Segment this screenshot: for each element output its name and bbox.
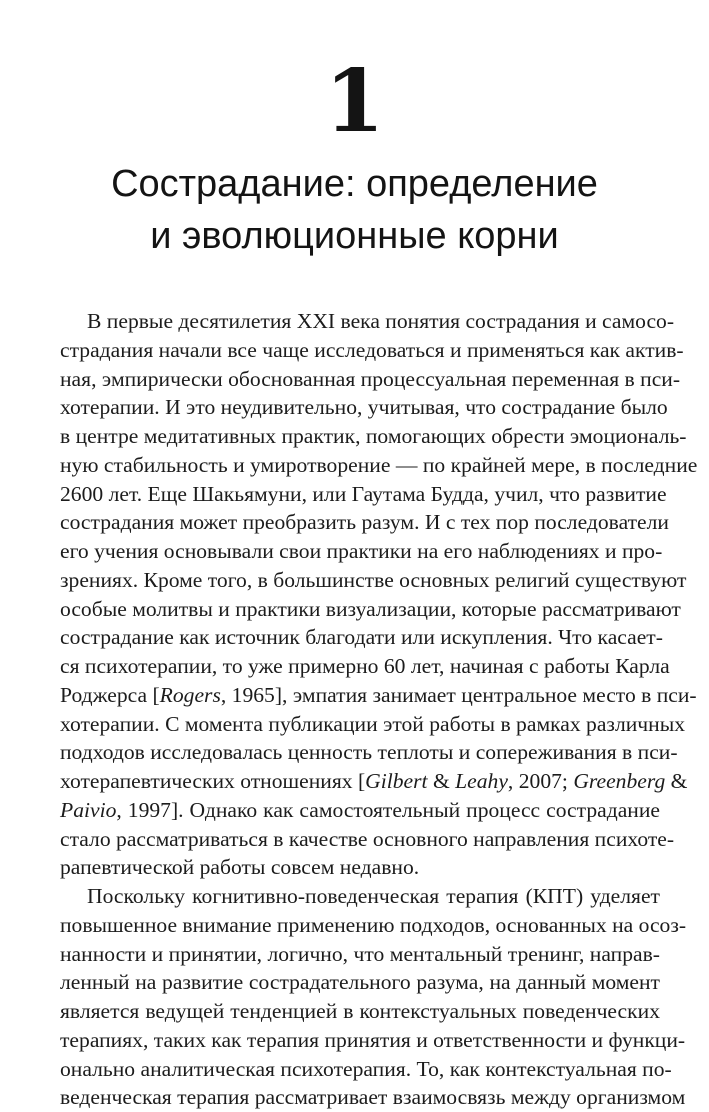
text-line: стало рассматриваться в качестве основного направления психоте- <box>60 826 675 851</box>
citation-author: Leahy <box>455 769 508 793</box>
text-line: является ведущей тенденцией в контекстуальных поведенческих <box>60 999 660 1023</box>
text-line: ная, эмпирически обоснованная процессуальная переменная в пси- <box>60 366 681 391</box>
text-line: терапиях, таких как терапия принятия и ответственности и функци- <box>60 1027 686 1052</box>
body-text <box>60 307 698 1112</box>
text-line: хотерапии. И это неудивительно, учитывая, что сострадание было <box>60 395 668 420</box>
text-fragment: & <box>665 769 688 793</box>
text-line: В первые десятилетия XXI века понятия сострадания и самосо- <box>87 309 675 333</box>
text-line: нанности и принятии, логично, что ментальный тренинг, направ- <box>60 941 660 966</box>
text-line: страдания начали все чаще исследоваться и применяться как актив- <box>60 337 684 362</box>
text-fragment: & <box>427 769 456 793</box>
citation-author: Paivio <box>60 797 117 822</box>
text-line: Поскольку когнитивно-поведенческая терапия (КПТ) уделяет <box>87 884 660 908</box>
text-fragment: , 1997]. Однако как самостоятельный процесс сострадание <box>116 797 660 822</box>
text-line <box>60 681 697 710</box>
text-fragment: Роджерса [ <box>60 682 160 707</box>
text-line: 2600 лет. Еще Шакьямуни, или Гаутама Будда, учил, что развитие <box>60 481 667 506</box>
text-line: веденческая терапия рассматривает взаимосвязь между организмом <box>60 1085 686 1110</box>
text-line: сострадания может преобразить разум. И с тех пор последователи <box>60 510 669 535</box>
paragraph-1 <box>60 307 698 882</box>
text-line: его учения основывали свои практики на его наблюдениях и про- <box>60 539 663 563</box>
text-line <box>60 767 688 796</box>
text-line: рапевтической работы совсем недавно. <box>60 855 420 880</box>
text-line: повышенное внимание применению подходов, основанных на осоз- <box>60 912 687 937</box>
text-line: онально аналитическая психотерапия. То, как контекстуальная по- <box>60 1056 672 1081</box>
text-line: ленный на развитие сострадательного разума, на данный момент <box>60 970 660 995</box>
text-fragment: , 2007; <box>507 769 574 793</box>
citation-author: Rogers <box>159 682 221 707</box>
citation-author: Greenberg <box>573 769 666 793</box>
text-line: подходов исследовалась ценность теплоты и сопереживания в пси- <box>60 740 678 765</box>
chapter-title-line-1: Сострадание: определение <box>111 163 598 205</box>
text-line: ную стабильность и умиротворение — по крайней мере, в последние <box>60 452 698 477</box>
citation-author: Gilbert <box>365 769 428 793</box>
chapter-title-line-2: и эволюционные корни <box>150 215 559 257</box>
text-line: ся психотерапии, то уже примерно 60 лет, начиная с работы Карла <box>60 654 670 678</box>
text-line: сострадание как источник благодати или искупления. Что касает- <box>60 625 663 650</box>
text-line: особые молитвы и практики визуализации, которые рассматривают <box>60 596 681 621</box>
text-line: в центре медитативных практик, помогающих обрести эмоциональ- <box>60 424 687 448</box>
text-fragment: хотерапевтических отношениях [ <box>60 769 366 793</box>
text-line: хотерапии. С момента публикации этой работы в рамках различных <box>60 711 686 736</box>
text-fragment: , 1965], эмпатия занимает центральное место в пси- <box>220 682 697 707</box>
text-line <box>60 796 660 825</box>
chapter-title <box>0 158 709 262</box>
chapter-number: 1 <box>324 51 385 152</box>
text-line: зрениях. Кроме того, в большинстве основных религий существуют <box>60 567 687 592</box>
paragraph-2 <box>60 882 687 1112</box>
